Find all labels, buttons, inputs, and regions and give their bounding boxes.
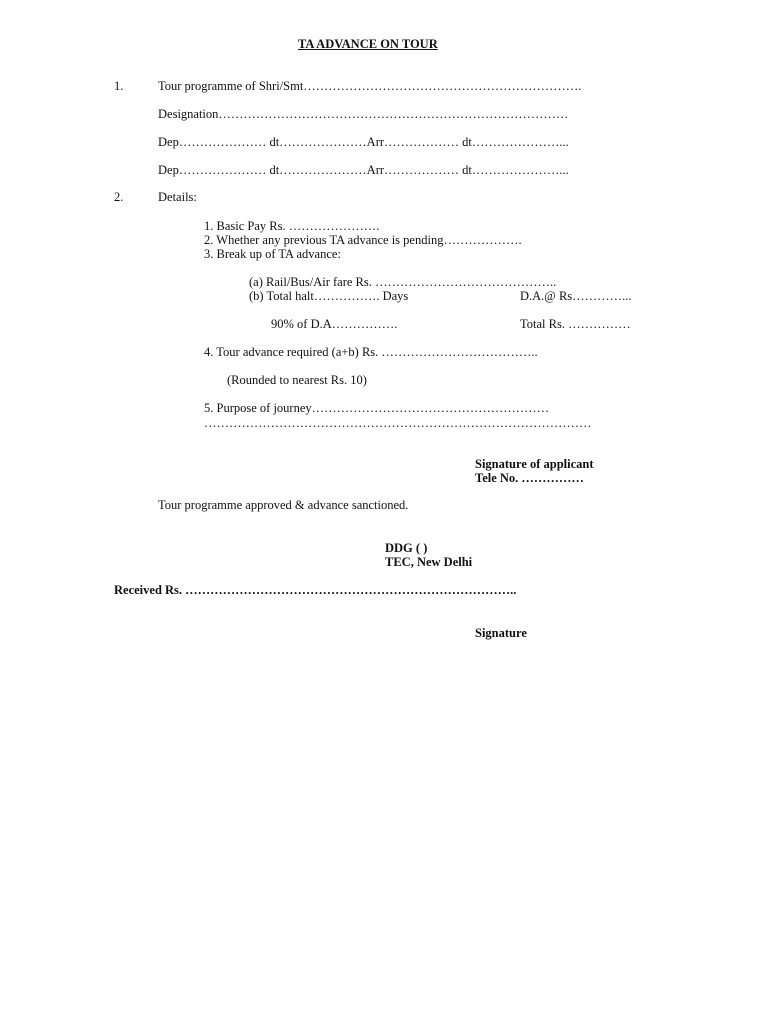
purpose-field: 5. Purpose of journey…………………………………………………: [204, 401, 550, 415]
tour-programme-field: Tour programme of Shri/Smt………………………………………………………….: [158, 79, 582, 93]
departure-line-2: Dep………………… dt…………………Arr……………… dt…………………...: [158, 163, 569, 177]
tele-no-field: Tele No. ……………: [475, 471, 584, 485]
rounded-note: (Rounded to nearest Rs. 10): [227, 373, 367, 387]
departure-line-1: Dep………………… dt…………………Arr……………… dt…………………...: [158, 135, 569, 149]
total-halt-field: (b) Total halt……………. Days: [249, 289, 409, 303]
page-title: TA ADVANCE ON TOUR: [298, 37, 438, 51]
total-field: Total Rs. ……………: [520, 317, 631, 331]
basic-pay-field: 1. Basic Pay Rs. ………………….: [204, 219, 380, 233]
designation-field: Designation…………………………………………………………………………: [158, 107, 569, 121]
approval-text: Tour programme approved & advance sanctioned.: [158, 498, 409, 512]
section-2-number: 2.: [114, 190, 124, 204]
tec-label: TEC, New Delhi: [385, 555, 473, 569]
ddg-label: DDG ( ): [385, 541, 428, 555]
breakup-label: 3. Break up of TA advance:: [204, 247, 341, 261]
applicant-signature-label: Signature of applicant: [475, 457, 594, 471]
da-90-field: 90% of D.A…………….: [271, 317, 398, 331]
advance-required-field: 4. Tour advance required (a+b) Rs. ………………………………..: [204, 345, 538, 359]
previous-advance-field: 2. Whether any previous TA advance is pending……………….: [204, 233, 522, 247]
section-1-number: 1.: [114, 79, 124, 93]
received-field: Received Rs. ……………………………………………………………………..: [114, 583, 517, 597]
final-signature-label: Signature: [475, 626, 527, 640]
da-rate-field: D.A.@ Rs…………...: [520, 289, 632, 303]
details-label: Details:: [158, 190, 197, 204]
purpose-field-continued: …………………………………………………………………………………: [204, 416, 592, 430]
fare-field: (a) Rail/Bus/Air fare Rs. ……………………………………..: [249, 275, 557, 289]
